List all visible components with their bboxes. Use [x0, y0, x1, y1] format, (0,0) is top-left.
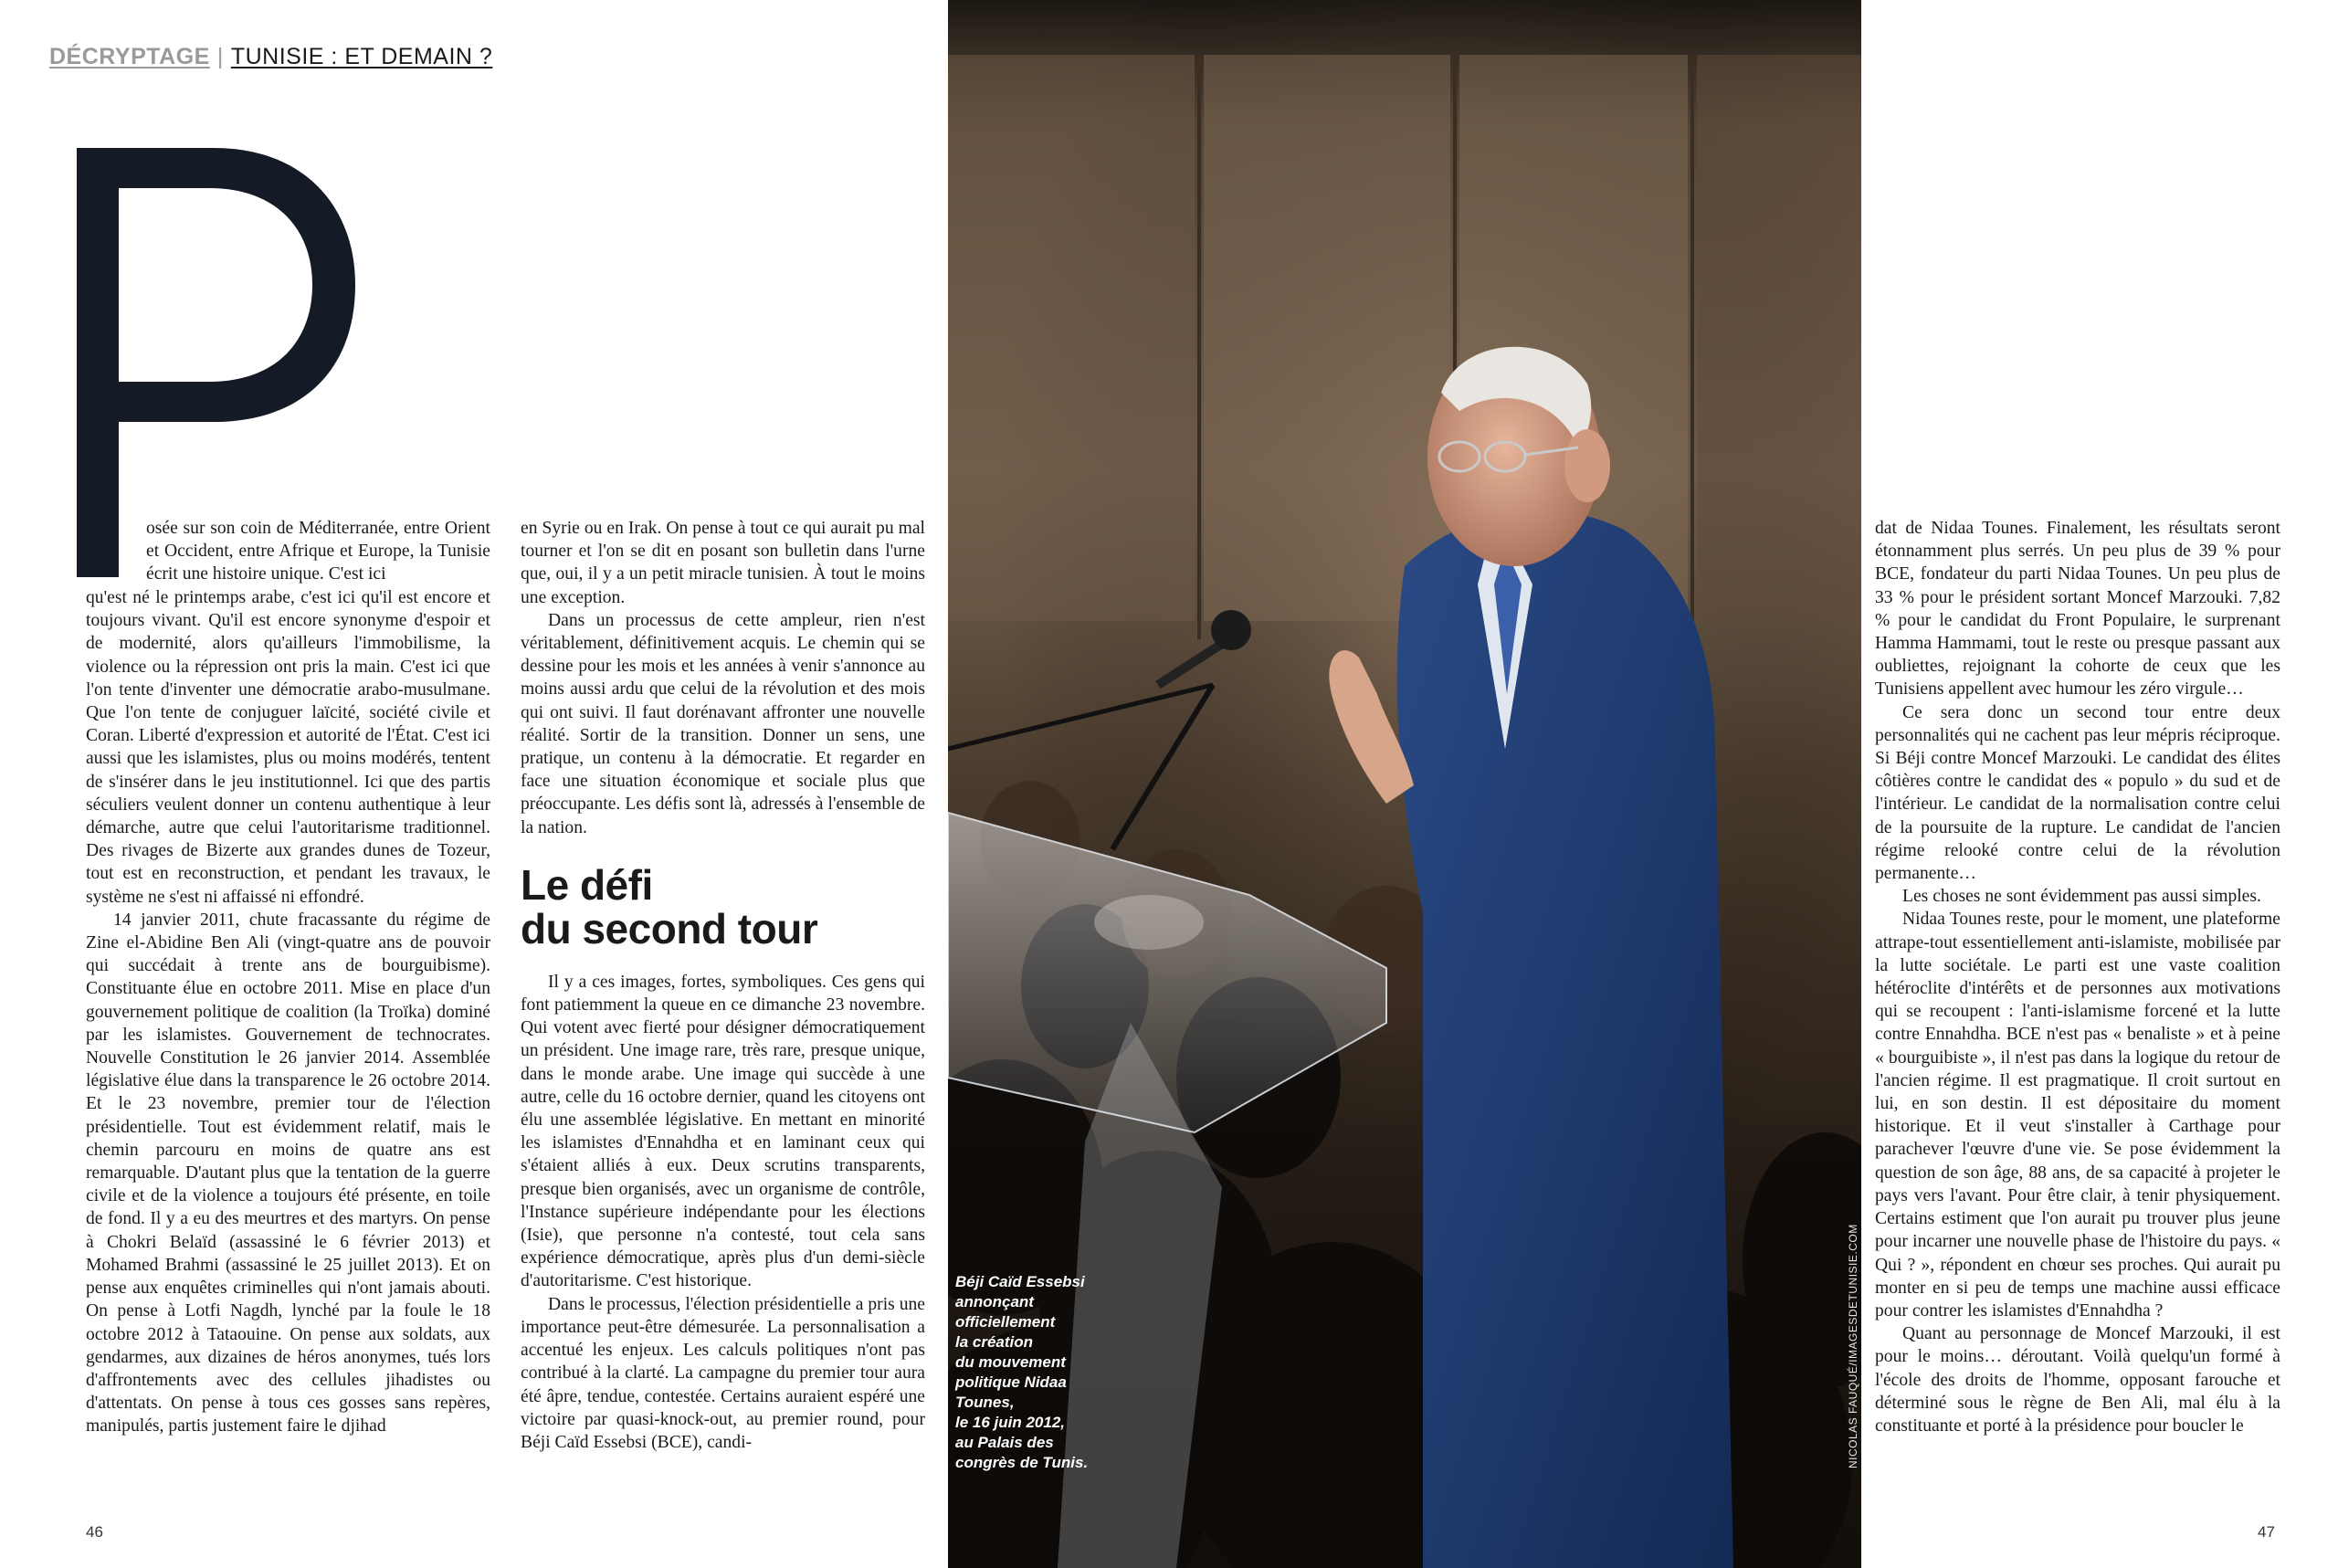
- section-label: DÉCRYPTAGE: [49, 44, 210, 69]
- paragraph: Quant au personnage de Moncef Marzouki, il est pour le moins… déroutant. Voilà quelqu'un formé à l'école des droits de l'homme, opposant farouche et déterminé sous le règne de Ben Ali, mal élu à la constituante et porté à la présidence pour boucler le: [1875, 1324, 2280, 1436]
- caption-line: Béji Caïd Essebsi: [955, 1273, 1085, 1290]
- article-lead: osée sur son coin de Méditerranée, entre Orient et Occident, entre Afrique et Europe, la Tunisie écrit une histoire unique. C'est ici: [146, 519, 490, 584]
- column-4: [1875, 517, 2280, 1437]
- caption-line: Tounes,: [955, 1394, 1015, 1411]
- page-number-left: 46: [86, 1523, 103, 1541]
- column-1: [86, 586, 490, 1438]
- paragraph: 14 janvier 2011, chute fracassante du régime de Zine el-Abidine Ben Ali (vingt-quatre ans de pouvoir qui succédait à trente ans de bourguibisme). Constituante élue en octobre 2011. Mise en place d'un gouvernement politique de coalition (la Troïka) dominé par les islamistes. Gouvernement de technocrates. Nouvelle Constitution le 26 janvier 2014. Assemblée législative élue dans la transparence le 26 octobre 2014. Et le 23 novembre, premier tour de l'élection présidentielle. Tout est évidemment relatif, mais le chemin parcouru en moins de quatre ans est remarquable. D'autant plus que la tentation de la guerre civile et de la violence a toujours été présente, en toile de fond. Il y a eu des meurtres et des martyrs. On pense à Chokri Belaïd (assassiné le 6 février 2013) et Mohamed Brahmi (assassiné le 25 juillet 2013). Et on pense aux enquêtes criminelles qui n'ont jamais abouti. On pense à Lotfi Nagdh, lynché par la foule le 18 octobre 2012 à Tataouine. On pense aux soldats, aux gendarmes, aux dizaines de héros anonymes, tués lors d'affrontements avec des cellules jihadistes ou d'attentats. On pense à tous ces gosses sans repères, manipulés, partis justement faire le djihad: [86, 910, 490, 1436]
- paragraph: Nidaa Tounes reste, pour le moment, une plateforme attrape-tout essentiellement anti-islamiste, mobilisée par la lutte sociétale. Le parti est une vaste coalition hétéroclite d'intérêts et de personnes aux motivations qui se recoupent : l'anti-islamisme forcené et la lutte contre Ennahdha. BCE n'est pas « benaliste » et à peine « bourguibiste », il n'est pas dans la logique du retour de l'ancien régime. Il est pragmatique. Il croit surtout en lui, en son destin. Il est dépositaire du moment historique. Et il veut s'installer à Carthage pour parachever l'œuvre d'une vie. Se pose évidemment la question de son âge, 88 ans, de sa capacité à projeter le pays vers l'avant. Pour être clair, à tenir physiquement. Certains estiment que l'on aurait pu trouver plus jeune pour incarner une nouvelle phase de l'histoire du pays. « Qui ? », répondent en chœur ses proches. Qui aurait pu monter en si peu de temps une machine aussi efficace pour contrer les islamistes d'Ennahdha ?: [1875, 910, 2280, 1321]
- header-separator: |: [216, 44, 224, 69]
- paragraph: Dans le processus, l'élection présidentielle a pris une importance peut-être démesurée. La personnalisation a accentué les enjeux. Les calculs politiques n'ont pas contribué à la clarté. La campagne du premier tour aura été âpre, tendue, contestée. Certains auraient espéré une victoire par quasi-knock-out, au premier round, pour Béji Caïd Essebsi (BCE), candi-: [521, 1294, 925, 1452]
- column-1-top: [146, 517, 490, 586]
- caption-line: congrès de Tunis.: [955, 1454, 1089, 1471]
- caption-line: annonçant: [955, 1293, 1034, 1310]
- caption-line: le 16 juin 2012,: [955, 1414, 1066, 1431]
- page-number-right: 47: [2258, 1523, 2275, 1541]
- photo-credit: NICOLAS FAUQUÉ/IMAGESDETUNISIE.COM: [1847, 1224, 1859, 1468]
- subheading-line: Le défi: [521, 860, 653, 909]
- caption-line: au Palais des: [955, 1434, 1054, 1451]
- caption-line: officiellement: [955, 1313, 1056, 1331]
- paragraph: Ce sera donc un second tour entre deux personnalités qui ne cachent pas leur mépris réciproque. Si Béji contre Moncef Marzouki. Le candidat des élites côtières contre le candidat des « populo » du sud et de l'intérieur. Le candidat de la normalisation contre celui de la poursuite de la rupture. Le candidat de l'ancien régime relooké contre celui de la révolution permanente…: [1875, 702, 2280, 884]
- running-header: [49, 44, 492, 70]
- caption-line: du mouvement: [955, 1353, 1066, 1371]
- paragraph: dat de Nidaa Tounes. Finalement, les résultats seront étonnamment plus serrés. Un peu plus de 39 % pour BCE, fondateur du parti Nidaa Tounes. Un peu plus de 33 % pour le président sortant Moncef Marzouki. 7,82 % pour le candidat du Front Populaire, le surprenant Hamma Hammami, tout le reste ou presque passant aux oubliettes, rejoignant la cohorte de ceux que les Tunisiens appellent avec humour les zéro virgule…: [1875, 519, 2280, 700]
- subheading: [521, 860, 925, 952]
- topic-label: TUNISIE : ET DEMAIN ?: [230, 44, 493, 69]
- paragraph: en Syrie ou en Irak. On pense à tout ce qui aurait pu mal tourner et l'on se dit en posant son bulletin dans l'urne que, oui, il y a un petit miracle tunisien. À tout le moins une exception.: [521, 519, 925, 607]
- paragraph: Les choses ne sont évidemment pas aussi simples.: [1902, 887, 2261, 907]
- subheading-line: du second tour: [521, 904, 818, 952]
- dropcap-letter: [77, 148, 360, 577]
- photo-caption: [955, 1272, 1101, 1473]
- caption-line: politique Nidaa: [955, 1373, 1067, 1391]
- column-2: [521, 517, 925, 1454]
- paragraph: Il y a ces images, fortes, symboliques. Ces gens qui font patiemment la queue en ce dimanche 23 novembre. Qui votent avec fierté pour désigner démocratiquement un président. Une image rare, très rare, presque unique, dans le monde arabe. Une image qui succède à une autre, celle du 16 octobre dernier, quand les citoyens ont élu une assemblée législative. En mettant en minorité les islamistes d'Ennahdha et en laminant ceux qui s'étaient alliés à eux. Deux scrutins transparents, presque bien organisés, avec un organisme de contrôle, l'Instance supérieure indépendante pour les élections (Isie), que personne n'a contesté, tout cela sans expérience démocratique, après plus d'un demi-siècle d'autoritarisme. C'est historique.: [521, 972, 925, 1291]
- paragraph: qu'est né le printemps arabe, c'est ici qu'il est encore et toujours vivant. Qu'il est encore synonyme d'espoir et de modernité, alors qu'ailleurs l'immobilisme, la violence ou la répression ont pris la main. C'est ici que l'on tente d'inventer une démocratie arabo-musulmane. Que l'on tente de conjuguer laïcité, société civile et Coran. Liberté d'expression et autorité de l'État. C'est ici aussi que les islamistes, plus ou moins modérés, tentent de s'insérer dans le jeu institutionnel. Ici que des partis séculiers veulent donner un contenu authentique à leur démarche, autre que celui l'autoritarisme traditionnel. Des rivages de Bizerte aux grandes dunes de Tozeur, tout est en reconstruction, et pendant les travaux, le système ne s'est ni affaissé ni effondré.: [86, 588, 490, 907]
- paragraph: Dans un processus de cette ampleur, rien n'est véritablement, définitivement acquis. Le chemin qui se dessine pour les mois et les années à venir s'annonce au moins aussi ardu que celui de la révolution et des mois qui ont suivi. Il faut dorénavant affronter une nouvelle réalité. Sortir de la transition. Donner un sens, une pratique, un contenu à la démocratie. Et regarder en face une situation économique et sociale plus que préoccupante. Les défis sont là, adressés à l'ensemble de la nation.: [521, 610, 925, 837]
- caption-line: la création: [955, 1333, 1034, 1351]
